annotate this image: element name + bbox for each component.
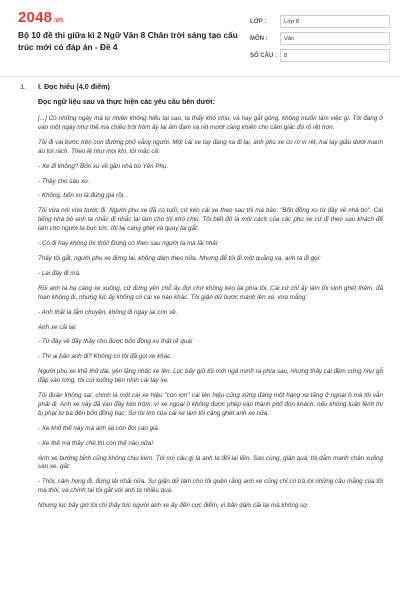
meta-label-class: LỚP : <box>250 18 267 25</box>
passage-paragraph: Tôi đoán không sai, chính là một cái xe hiệu "con lợn" cái tên hiệu cũng xứng đáng một hạng xe tăng ở ngoại ô mà tôi vẫn phải đi. Anh xe này đã vào đây kéo trộm, vì xe ngoại ô không được phép vào thành phố đón khách, nếu không tuân lệnh thì bị phạt từ ba đến bốn đồng bạc. Sự tôi tìm của cái xe làm tôi càng ghét anh xe nữa. <box>38 392 383 417</box>
passage-paragraph: Người phu xe khẽ thở dài, yên lặng nhấc xe lên. Lúc bấy giờ tôi mới ngả mình ra phía sau, nhưng thấy cái đệm cứng như gỗ đập vào lưng, tôi cúi xuống bên nhìn cái tay xe. <box>38 368 383 385</box>
passage-paragraph: Rồi anh ta hạ càng xe xuống, cử đứng yên chỗ ấy đợi chứ không kéo lại phía tôi. Cái cử chỉ ấy làm tôi sinh ghét thêm, đã toan không đi, nhưng lúc ấy không có cái xe nào khác. Tôi giận dữ bước mạnh lên xe, vừa mắng: <box>38 284 383 301</box>
passage-paragraph: - Xe đi không? Bốn xu về gần nhà bò Yên Phụ. <box>38 162 169 170</box>
passage-paragraph: Anh xe bướng bỉnh cũng không chịu kém. Tôi nói câu gì là anh ta đối lại liền. Sau cùng, giận quá, tôi dằm mạnh chân xuống sàn xe, gắt: <box>38 454 383 471</box>
question-body <box>38 82 383 517</box>
passage-paragraph: - Thầy cho sáu xu. <box>38 177 90 185</box>
passage-paragraph: Nhưng lúc bấy giờ tôi chỉ thấy tức người anh xe ấy đến cực điểm, vì bấn dám cãi lại mà không sợ. <box>38 502 309 510</box>
passage-paragraph: - Anh thật là lắm chuyện, không đi ngay lại còn về. <box>38 308 178 316</box>
site-logo[interactable] <box>18 10 63 26</box>
passage-paragraph: Thấy tôi gắt, người phu xe đứng lại, không dám theo nữa. Nhưng để tôi đi một quãng xa, anh ta đi gọi: <box>38 254 321 262</box>
question-instruction: Đọc ngữ liệu sau và thực hiện các yêu cầu bên dưới: <box>38 99 215 106</box>
passage-paragraph: - Thì ai bảo anh đi? Không có tôi đã gọi xe khác. <box>38 353 173 361</box>
logo-text: 2048 <box>18 9 53 26</box>
question-number: 1. <box>20 82 27 91</box>
passage-paragraph: - Thôi, câm họng đi, đừng lải nhải nữa. Sự giận dữ làm cho tôi quên rằng anh xe cũng chỉ có trả lời những câu mắng của tôi mà thôi, và chính tại tôi gắt với anh ta nhiều quá. <box>38 478 383 495</box>
passage-paragraph: Anh xe cãi lại: <box>38 323 77 331</box>
meta-box <box>250 14 390 65</box>
passage-paragraph: - Lại đây đi mà. <box>38 269 81 277</box>
passage-paragraph: - Không, bốn xu là đúng giá rồi. <box>38 192 125 200</box>
passage-paragraph: - Từ đây về đấy thầy cho được bốn đồng xu thật rẻ quá! <box>38 338 193 346</box>
meta-value-count: 8 <box>280 49 390 62</box>
passage-paragraph: - Xe khổ thế này mà anh lại còn đòi cao giá. <box>38 424 160 432</box>
passage-paragraph: - Có đi hay không thì thôi! Đừng có theo sau người ta mà lải nhải. <box>38 240 219 248</box>
document-title: Bộ 10 đề thi giữa kì 2 Ngữ Văn 8 Chân trời sáng tạo cấu trúc mới có đáp án - Đề 4 <box>18 30 238 52</box>
meta-value-subject: Văn <box>280 32 390 45</box>
meta-label-count: SỐ CÂU : <box>250 52 277 59</box>
reading-passage <box>38 115 383 511</box>
meta-label-subject: MÔN : <box>250 35 268 42</box>
meta-row-subject <box>250 31 390 46</box>
section-heading: I. Đọc hiểu (4,0 điểm) <box>38 82 110 91</box>
meta-row-count <box>250 48 390 63</box>
document-header <box>0 0 400 77</box>
passage-paragraph: Tôi vừa nói vừa bước đi. Người phu xe đã có tuổi, cứ kéo cái xe theo sau tôi mà bảo: "Bốn đồng xu từ đây về nhà bò". Cái tiếng nhà bò anh ta nhắc đi nhắc lại làm cho tôi khó chịu. Tôi biết đó là một cách của các phu xe cứ đi theo sau khách để làm cho người ta bực tức, tôi lại càng ghét và quay lại gắt: <box>38 207 383 233</box>
passage-paragraph: [...] Có những ngày mà tự nhiên không hiểu tại sao, ta thấy khó chịu, và hay gắt gỏng, không muốn làm việc gì. Tôi đang ở vào một ngày như thế mà chiều trời hôm ấy lại âm đạm và rét mướt càng khiến cho cảm giác đó rõ rệt hơn. <box>38 115 383 131</box>
meta-value-class: Lớp 8 <box>280 15 390 28</box>
passage-paragraph: Tôi đi vài bước trên con đường phố vắng người. Một cái xe tay đang xa đi lại, anh phu xe co ro vì rét, hai tay giấu dưới manh áo tơi rách. Theo lệ như mọi khi, tôi mặc cả: <box>38 138 383 155</box>
passage-paragraph: - Xe thế mà thầy chê thì còn thế nào nữa! <box>38 439 154 447</box>
meta-row-class <box>250 14 390 29</box>
logo-extension: .vn <box>53 17 64 24</box>
document-content <box>0 76 400 600</box>
